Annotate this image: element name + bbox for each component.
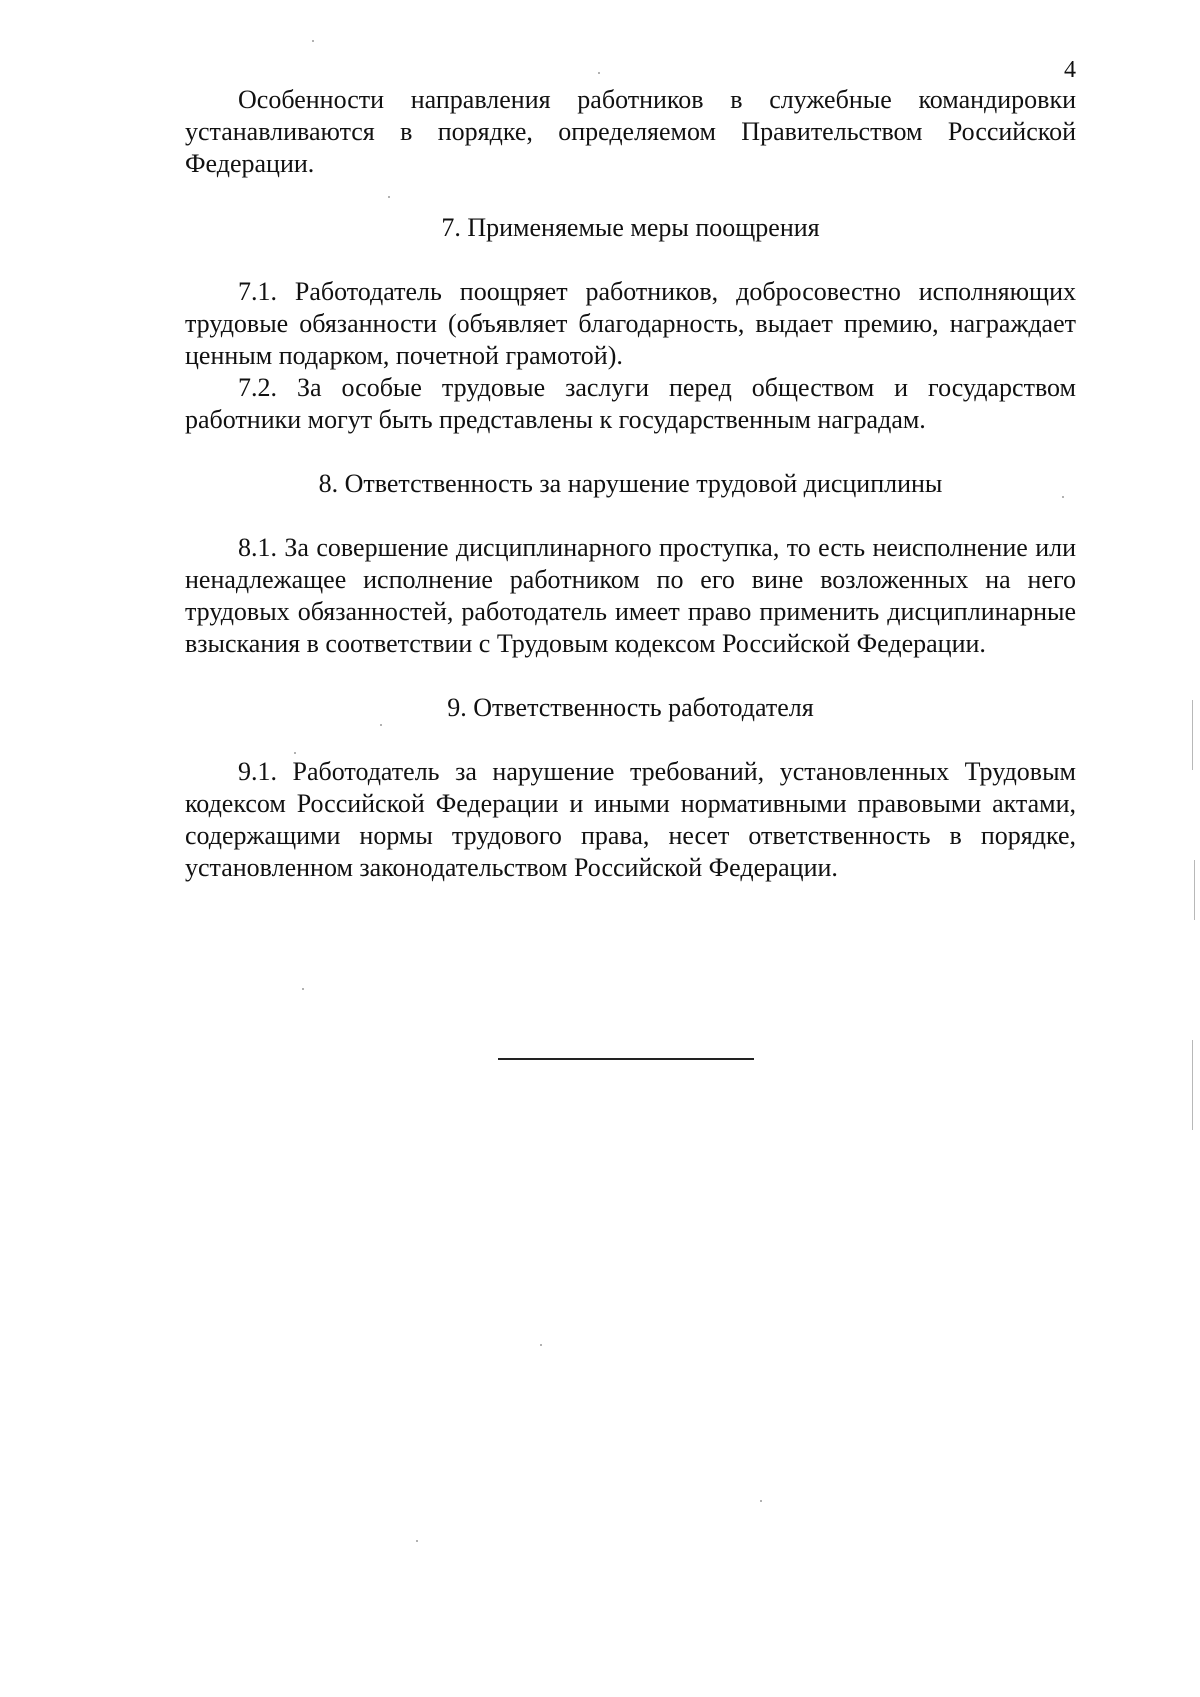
intro-paragraph: Особенности направления работников в служебные командировки устанавливаются в порядке, определяемом Правительством Российской Федерации. <box>185 85 1076 178</box>
scan-edge-mark <box>1194 860 1195 920</box>
paragraph-9-1: 9.1. Работодатель за нарушение требований, установленных Трудовым кодексом Российской Федерации и иными нормативными правовыми актами, содержащими нормы трудового права, несет ответственность в порядке, установленном законодательством Российской Федерации. <box>185 757 1076 882</box>
scan-speck <box>540 1344 542 1346</box>
page-number: 4 <box>1064 57 1076 83</box>
scan-speck <box>760 1500 762 1502</box>
end-of-document-line <box>498 1058 754 1060</box>
scan-speck <box>294 752 296 754</box>
scan-edge-mark <box>1192 1040 1193 1130</box>
section-7-heading: 7. Применяемые меры поощрения <box>441 213 820 242</box>
paragraph-7-1: 7.1. Работодатель поощряет работников, добросовестно исполняющих трудовые обязанности (объявляет благодарность, выдает премию, награждает ценным подарком, почетной грамотой). <box>185 277 1076 370</box>
document-body <box>185 84 1076 884</box>
scan-speck <box>416 1540 418 1542</box>
scan-speck <box>598 72 600 74</box>
paragraph-7-2: 7.2. За особые трудовые заслуги перед обществом и государством работники могут быть представлены к государственным наградам. <box>185 373 1076 434</box>
scan-speck <box>312 40 314 42</box>
scan-speck <box>302 988 304 990</box>
scan-edge-mark <box>1192 700 1193 770</box>
section-8-heading: 8. Ответственность за нарушение трудовой дисциплины <box>318 469 943 498</box>
scan-speck <box>388 196 390 198</box>
paragraph-8-1: 8.1. За совершение дисциплинарного проступка, то есть неисполнение или ненадлежащее исполнение работником по его вине возложенных на него трудовых обязанностей, работодатель имеет право применить дисциплинарные взыскания в соответствии с Трудовым кодексом Российской Федерации. <box>185 533 1076 658</box>
section-9-heading: 9. Ответственность работодателя <box>447 693 814 722</box>
scan-speck <box>1062 496 1064 498</box>
scan-speck <box>380 724 382 726</box>
